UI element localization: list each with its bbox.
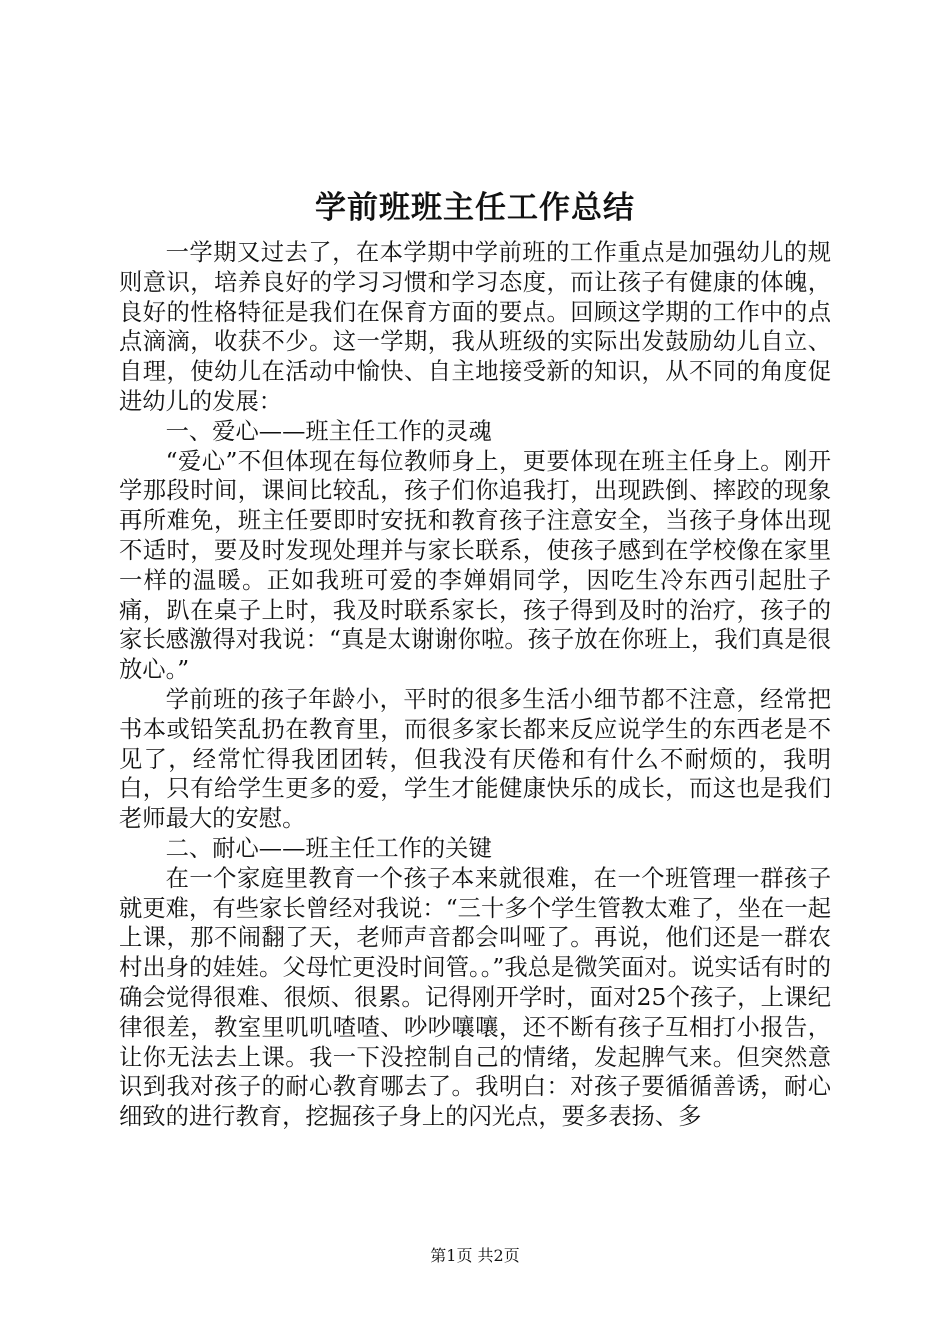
paragraph-patience-1: 在一个家庭里教育一个孩子本来就很难，在一个班管理一群孩子就更难，有些家长曾经对我说：“三十多个学生管教太难了，坐在一起上课，那不闹翻了天，老师声音都会叫哑了。再说，他们还是一群农村出身的娃娃。父母忙更没时间管。。”我总是微笑面对。说实话有时的确会觉得很难、很烦、很累。记得刚开学时，面对25个孩子，上课纪律很差，教室里叽叽喳喳、吵吵嚷嚷，还不断有孩子互相打小报告，让你无法去上课。我一下没控制自己的情绪，发起脾气来。但突然意识到我对孩子的耐心教育哪去了。我明白：对孩子要循循善诱，耐心细致的进行教育，挖掘孩子身上的闪光点，要多表扬、多 [119, 864, 831, 1131]
paragraph-love-1: “爱心”不但体现在每位教师身上，更要体现在班主任身上。刚开学那段时间，课间比较乱，孩子们你追我打，出现跌倒、摔跤的现象再所难免，班主任要即时安抚和教育孩子注意安全，当孩子身体出现不适时，要及时发现处理并与家长联系，使孩子感到在学校像在家里一样的温暖。正如我班可爱的李婵娟同学，因吃生冷东西引起肚子痛，趴在桌子上时，我及时联系家长，孩子得到及时的治疗，孩子的家长感激得对我说：“真是太谢谢你啦。孩子放在你班上，我们真是很放心。” [119, 447, 831, 684]
paragraph-love-2: 学前班的孩子年龄小，平时的很多生活小细节都不注意，经常把书本或铅笑乱扔在教育里，而很多家长都来反应说学生的东西老是不见了，经常忙得我团团转，但我没有厌倦和有什么不耐烦的，我明白，只有给学生更多的爱，学生才能健康快乐的成长，而这也是我们老师最大的安慰。 [119, 685, 831, 833]
page-footer: 第1页 共2页 [430, 1246, 520, 1265]
document-body [119, 238, 831, 1132]
document-title: 学前班班主任工作总结 [315, 190, 635, 226]
paragraph-intro: 一学期又过去了，在本学期中学前班的工作重点是加强幼儿的规则意识，培养良好的学习习惯和学习态度，而让孩子有健康的体魄，良好的性格特征是我们在保育方面的要点。回顾这学期的工作中的点点滴滴，收获不少。这一学期，我从班级的实际出发鼓励幼儿自立、自理，使幼儿在活动中愉快、自主地接受新的知识，从不同的角度促进幼儿的发展： [119, 239, 831, 415]
section-heading-love: 一、爱心——班主任工作的灵魂 [165, 417, 492, 445]
section-heading-patience: 二、耐心——班主任工作的关键 [165, 834, 492, 862]
